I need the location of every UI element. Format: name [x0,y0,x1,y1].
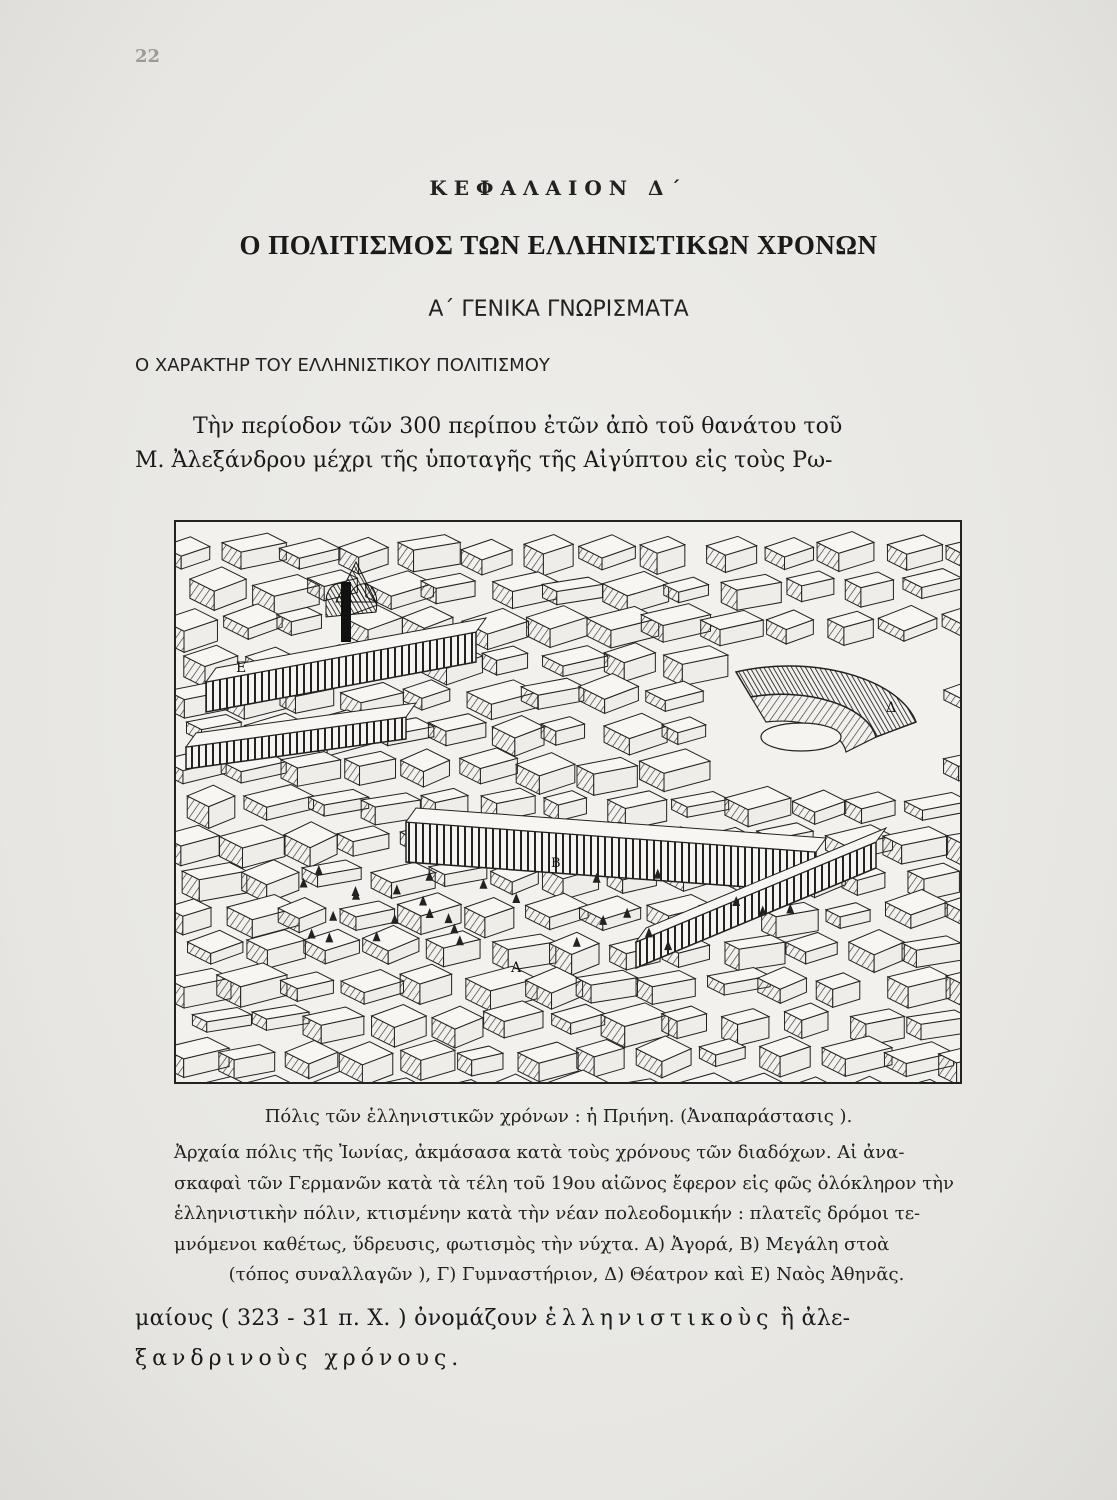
label-d: Δ [886,700,897,716]
city-drawing [176,522,960,1082]
paragraph-line-1: Τὴν περίοδον τῶν 300 περίπου ἐτῶν ἀπὸ τοῦ θανάτου τοῦ [193,414,843,439]
house [725,935,785,971]
chapter-title: Ο ΠΟΛΙΤΙΣΜΟΣ ΤΩΝ ΕΛΛΗΝΙΣΤΙΚΩΝ ΧΡΟΝΩΝ [239,230,878,260]
section-heading: Α΄ ΓΕΝΙΚΑ ΓΝΩΡΙΣΜΑΤΑ [428,297,689,322]
chapter-heading: ΚΕΦΑΛΑΙΟΝ Δ΄ [429,176,688,200]
caption-line: ἑλληνιστικὴν πόλιν, κτισμένην κατὰ τὴν νέαν πολεοδομικήν : πλατεῖς δρόμοι τε- [174,1203,921,1224]
label-e: Ε [236,660,247,676]
page-number: 22 [135,46,161,67]
paragraph-line-3-pre: μαίους ( 323 - 31 π. Χ. ) ὀνομάζουν [135,1306,546,1331]
paragraph-line-3 [135,1306,991,1331]
caption-line: Ἀρχαία πόλις τῆς Ἰωνίας, ἀκμάσασα κατὰ τοὺς χρόνους τῶν διαδόχων. Αἱ ἀνα- [174,1142,905,1163]
paragraph-line-2: Μ. Ἀλεξάνδρου μέχρι τῆς ὑποταγῆς τῆς Αἰγύπτου εἰς τοὺς Ρω- [135,448,833,473]
label-a: Α [511,960,522,976]
illustration-priene [174,520,962,1084]
figure-caption-body [174,1138,959,1291]
paragraph-line-3-post: ἢ ἀλε- [773,1306,851,1331]
caption-line: σκαφαὶ τῶν Γερμανῶν κατὰ τὰ τέλη τοῦ 19ου αἰῶνος ἔφερον εἰς φῶς ὁλόκληρον τὴν [174,1172,954,1194]
caption-line: μνόμενοι καθέτως, ὕδρευσις, φωτισμὸς τὴν νύχτα. Α) Ἀγορά, Β) Μεγάλη στοὰ [174,1233,890,1255]
figure-caption-title: Πόλις τῶν ἑλληνιστικῶν χρόνων : ἡ Πριήνη. (Ἀναπαράστασις ). [264,1106,853,1127]
paragraph-line-3-spaced: ἑλληνιστικοὺς [545,1306,774,1331]
paragraph-line-4: ξανδρινοὺς χρόνους. [135,1346,464,1371]
label-b: Β [551,856,561,871]
caption-line: (τόπος συναλλαγῶν ), Γ) Γυμναστήριον, Δ) Θέατρον καὶ Ε) Ναὸς Ἀθηνᾶς. [228,1264,905,1285]
subsection-heading: Ο ΧΑΡΑΚΤΗΡ ΤΟΥ ΕΛΛΗΝΙΣΤΙΚΟΥ ΠΟΛΙΤΙΣΜΟΥ [135,355,550,376]
